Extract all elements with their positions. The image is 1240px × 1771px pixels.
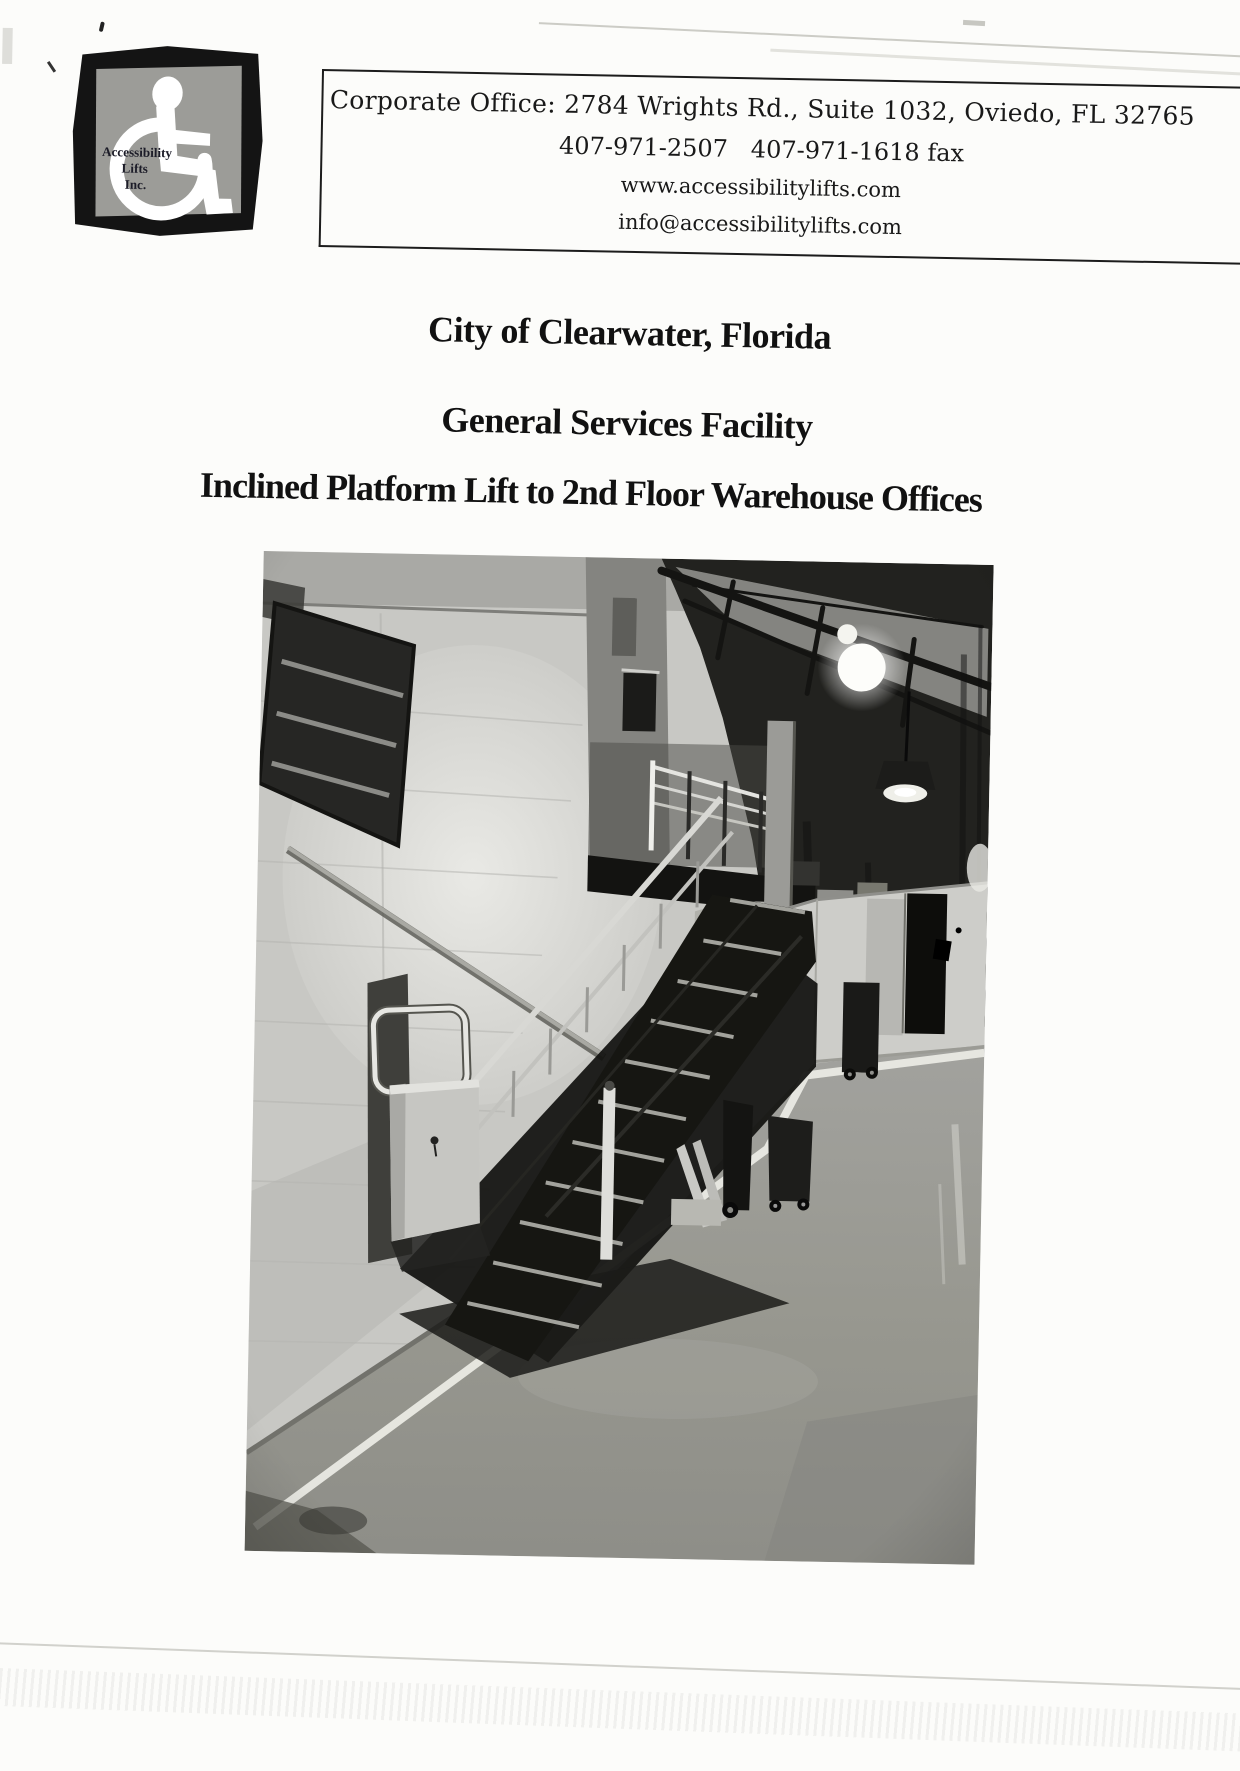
scan-mark (963, 20, 985, 26)
logo-text-line2: Lifts (121, 160, 149, 176)
company-logo (67, 37, 273, 245)
website-text: www.accessibilitylifts.com (620, 172, 902, 203)
logo-text-line3: Inc. (124, 176, 147, 193)
scan-artifact-line (539, 22, 1240, 58)
scan-mark (2, 28, 13, 64)
title-project: Inclined Platform Lift to 2nd Floor Warehouse Offices (199, 464, 983, 520)
photo-vignette (245, 551, 994, 1565)
warehouse-photo-graphic (245, 551, 994, 1565)
logo-text-line1: Accessibility (101, 143, 173, 161)
corporate-address: Corporate Office: 2784 Wrights Rd., Suite 1032, Oviedo, FL 32765 (329, 85, 1196, 131)
title-facility: General Services Facility (440, 399, 814, 447)
phone-fax-line: 407-971-2507 407-971-1618 fax (558, 131, 965, 168)
scan-mark (47, 61, 56, 73)
email-text: info@accessibilitylifts.com (618, 209, 903, 240)
warehouse-photo (245, 551, 994, 1565)
scan-mark (99, 21, 105, 32)
title-city: City of Clearwater, Florida (427, 309, 832, 357)
letterhead-contact-box (319, 69, 1240, 265)
